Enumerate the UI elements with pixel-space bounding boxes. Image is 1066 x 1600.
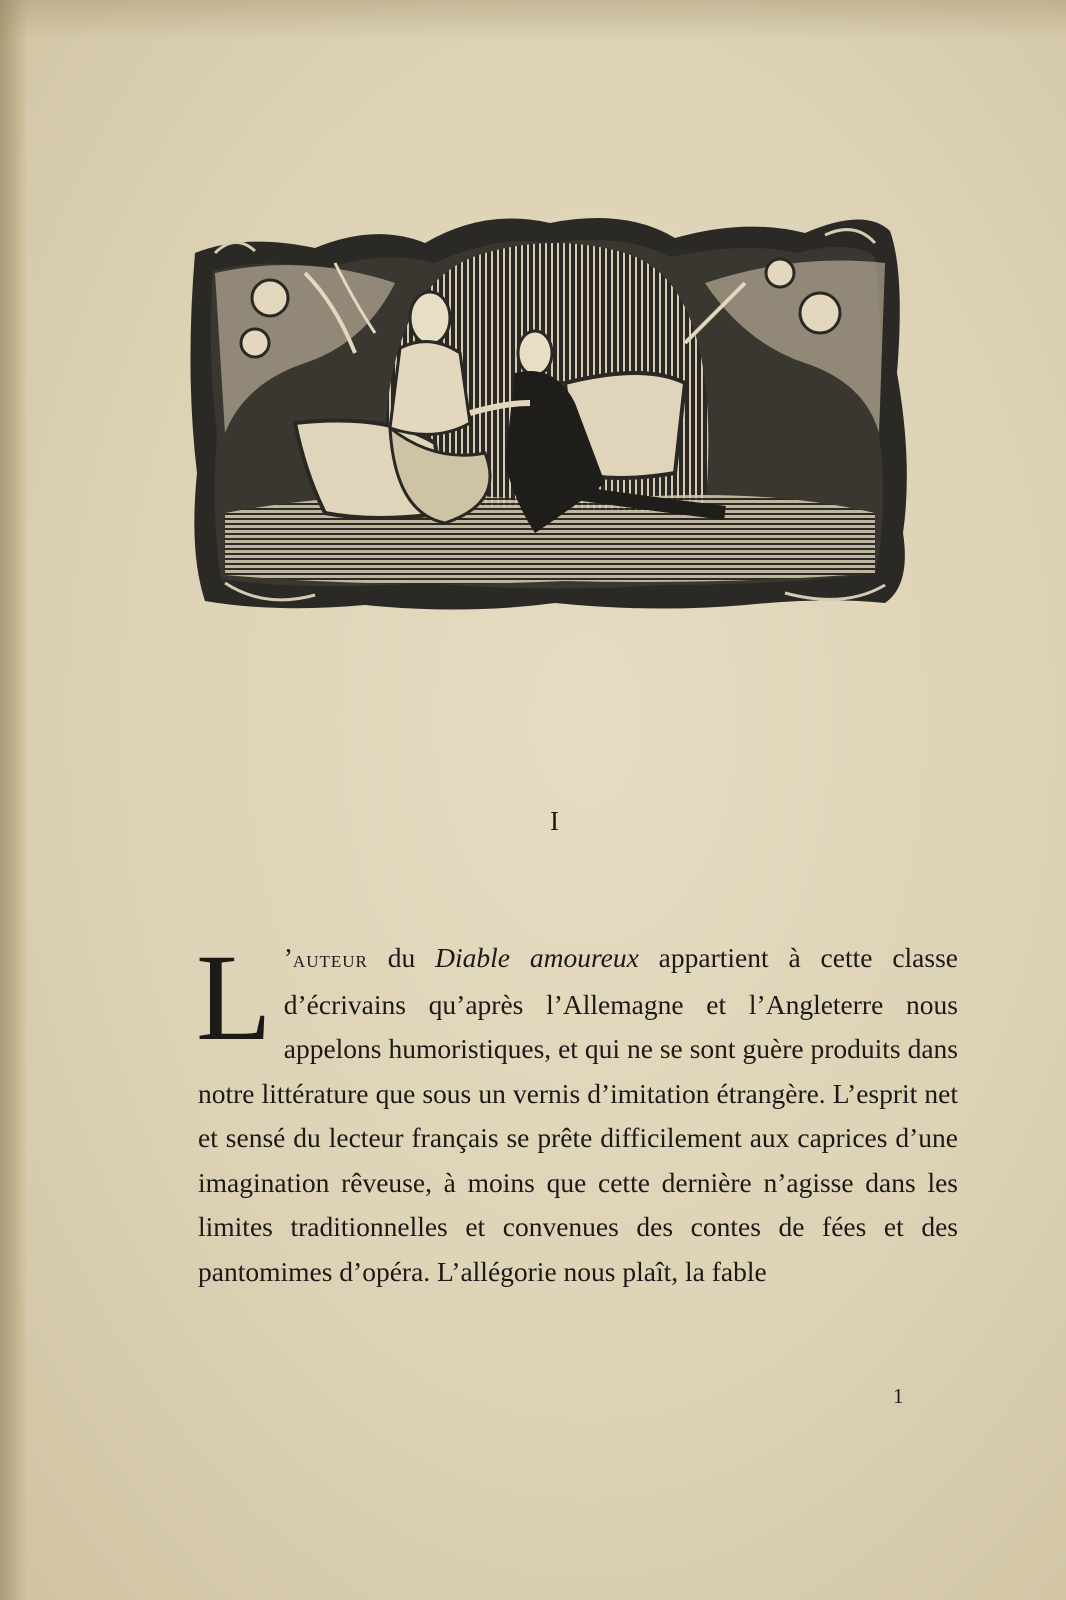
page-gutter-edge: [0, 0, 28, 1600]
paragraph-body-text: appartient à cette classe d’écrivains qu’après l’Allemagne et l’Angleterre nous appelons humoristiques, et qui ne se sont guère produits dans notre littérature que sous un vernis d’imitation étrangère. L’esprit net et sensé du lecteur français se prête difficilement aux caprices d’une imagination rêveuse, à moins que cette dernière n’agisse dans les limites traditionnelles et convenues des contes de fées et des pantomimes d’opéra. L’allégorie nous plaît, la fable: [198, 942, 958, 1287]
italic-book-title: Diable amoureux: [435, 942, 639, 973]
page-top-shadow: [0, 0, 1066, 40]
small-caps-word: auteur: [292, 947, 368, 973]
apostrophe: ’: [283, 942, 293, 973]
engraved-vignette-illustration: [185, 213, 915, 615]
text-after-small-caps: du: [367, 942, 436, 973]
page-number: 1: [893, 1384, 904, 1408]
chapter-number: I: [550, 806, 560, 836]
drop-cap: L: [196, 929, 272, 1066]
body-paragraph: [196, 929, 958, 1294]
